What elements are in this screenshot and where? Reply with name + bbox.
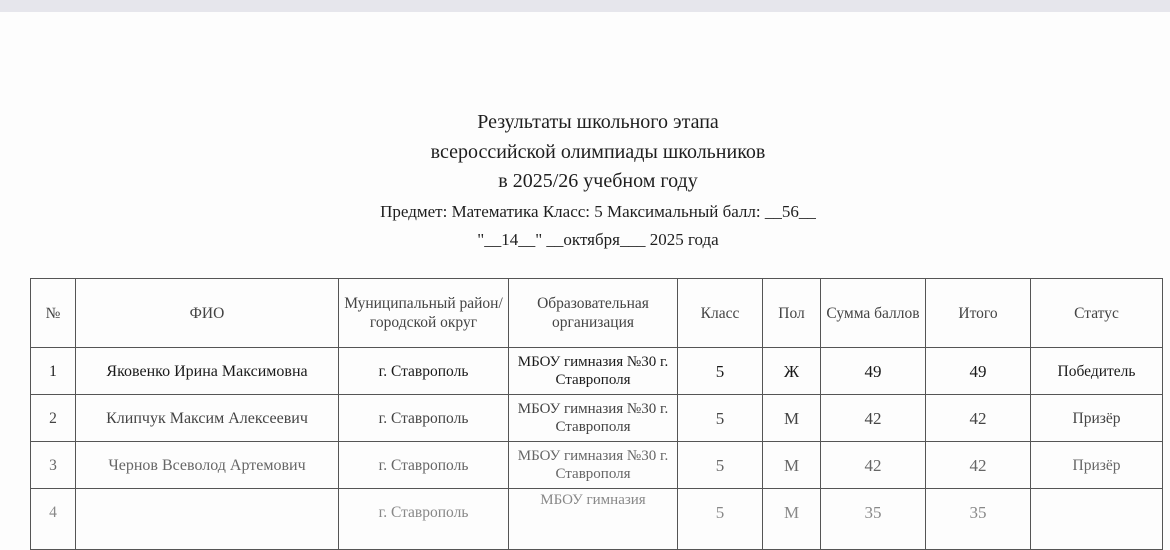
cell-sum: 35 <box>821 489 926 550</box>
cell-total: 49 <box>926 348 1031 395</box>
cell-org: МБОУ гимназия <box>509 489 678 550</box>
cell-sum: 42 <box>821 442 926 489</box>
col-header-name: ФИО <box>76 279 339 348</box>
cell-total: 42 <box>926 442 1031 489</box>
doc-title-line3: в 2025/26 учебном году <box>498 170 698 192</box>
cell-name: Клипчук Максим Алексеевич <box>76 395 339 442</box>
col-header-grade: Класс <box>678 279 763 348</box>
table-header-row <box>31 279 1163 348</box>
col-header-num: № <box>31 279 76 348</box>
cell-sum: 49 <box>821 348 926 395</box>
doc-title-line2: всероссийской олимпиады школьников <box>430 141 766 163</box>
cell-org: МБОУ гимназия №30 г. Ставрополя <box>509 442 678 489</box>
cell-status <box>1031 489 1163 550</box>
col-header-total: Итого <box>926 279 1031 348</box>
doc-title-line1: Результаты школьного этапа <box>477 111 719 133</box>
col-header-sum: Сумма баллов <box>821 279 926 348</box>
cell-status: Победитель <box>1031 348 1163 395</box>
cell-sex: М <box>763 489 821 550</box>
cell-sex: М <box>763 395 821 442</box>
cell-name: Яковенко Ирина Максимовна <box>76 348 339 395</box>
cell-status: Призёр <box>1031 442 1163 489</box>
cell-district: г. Ставрополь <box>339 348 509 395</box>
col-header-sex: Пол <box>763 279 821 348</box>
col-header-district: Муниципальный район/городской округ <box>339 279 509 348</box>
cell-num: 3 <box>31 442 76 489</box>
cell-num: 4 <box>31 489 76 550</box>
cell-grade: 5 <box>678 348 763 395</box>
table-row <box>31 442 1163 489</box>
top-bar <box>0 0 1170 12</box>
col-header-org: Образовательная организация <box>509 279 678 348</box>
cell-total: 42 <box>926 395 1031 442</box>
cell-grade: 5 <box>678 442 763 489</box>
cell-num: 1 <box>31 348 76 395</box>
col-header-status: Статус <box>1031 279 1163 348</box>
cell-sum: 42 <box>821 395 926 442</box>
cell-num: 2 <box>31 395 76 442</box>
cell-sex: М <box>763 442 821 489</box>
table-row <box>31 395 1163 442</box>
cell-total: 35 <box>926 489 1031 550</box>
cell-district: г. Ставрополь <box>339 489 509 550</box>
subject-info: Предмет: Математика Класс: 5 Максимальный балл: __56__ <box>380 202 816 221</box>
table-row <box>31 489 1163 550</box>
cell-grade: 5 <box>678 489 763 550</box>
cell-grade: 5 <box>678 395 763 442</box>
cell-district: г. Ставрополь <box>339 395 509 442</box>
results-table <box>30 278 1163 550</box>
cell-name <box>76 489 339 550</box>
cell-name: Чернов Всеволод Артемович <box>76 442 339 489</box>
doc-date: "__14__" __октября___ 2025 года <box>477 230 719 249</box>
cell-status: Призёр <box>1031 395 1163 442</box>
cell-sex: Ж <box>763 348 821 395</box>
cell-org: МБОУ гимназия №30 г. Ставрополя <box>509 348 678 395</box>
table-row <box>31 348 1163 395</box>
cell-district: г. Ставрополь <box>339 442 509 489</box>
cell-org: МБОУ гимназия №30 г. Ставрополя <box>509 395 678 442</box>
